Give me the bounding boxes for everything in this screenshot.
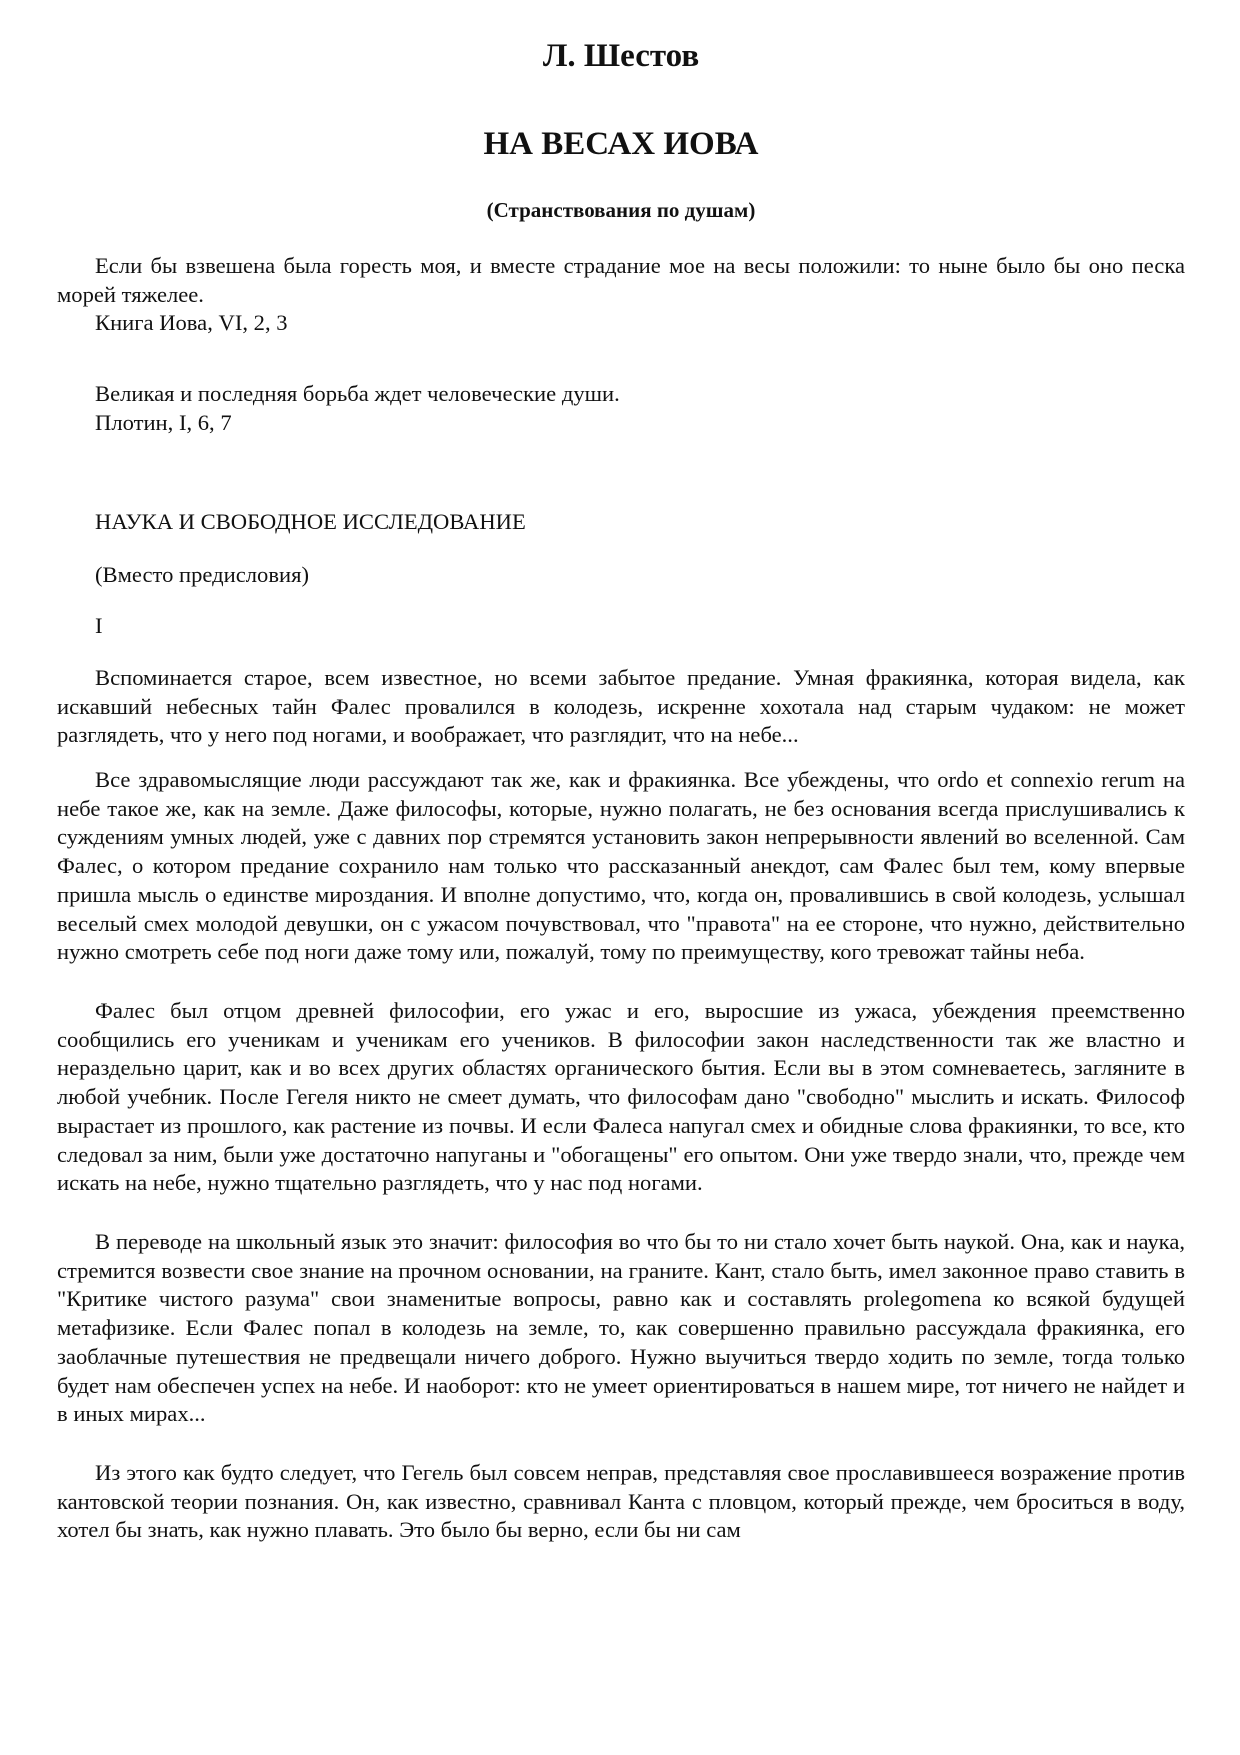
paragraph-4: В переводе на школьный язык это значит: философия во что бы то ни стало хочет быть наукой. Она, как и наука, стремится возвести свое знание на прочном основании, на граните. Кант, стало быть, имел законное право ставить в "Критике чистого разума" свои знаменитые вопросы, равно как и составлять prolegomena ко всякой будущей метафизике. Если Фалес попал в колодезь на земле, то, как совершенно правильно рассуждала фракиянка, его заоблачные путешествия не предвещали ничего доброго. Нужно выучиться твердо ходить по земле, тогда только будет нам обеспечен успех на небе. И наоборот: кто не умеет ориентироваться в нашем мире, тот ничего не найдет и в иных мирах...: [57, 1229, 1185, 1427]
paragraph-5: Из этого как будто следует, что Гегель был совсем неправ, представляя свое прославившееся возражение против кантовской теории познания. Он, как известно, сравнивал Канта с пловцом, который прежде, чем броситься в воду, хотел бы знать, как нужно плавать. Это было бы верно, если бы ни сам: [57, 1460, 1185, 1543]
book-title: НА ВЕСАХ ИОВА: [483, 126, 759, 162]
paragraph-2: Все здравомыслящие люди рассуждают так же, как и фракиянка. Все убеждены, что ordo et connexio rerum на небе такое же, как на земле. Даже философы, которые, нужно полагать, не без основания всегда прислушивались к суждениям умных людей, уже с давних пор стремятся установить закон непрерывности явлений во вселенной. Сам Фалес, о котором предание сохранило нам только что рассказанный анекдот, сам Фалес был тем, кому впервые пришла мысль о единстве мироздания. И вполне допустимо, что, когда он, провалившись в свой колодезь, услышал веселый смех молодой девушки, он с ужасом почувствовал, что "правота" на ее стороне, что нужно, действительно нужно смотреть себе под ноги даже тому или, пожалуй, тому по преимуществу, кого тревожат тайны неба.: [57, 767, 1185, 965]
author-name: Л. Шестов: [542, 38, 700, 74]
epigraph-1-source-text: Книга Иова, VI, 2, 3: [95, 310, 288, 335]
section-subheading-text: (Вместо предисловия): [95, 562, 310, 587]
paragraph-1: Вспоминается старое, всем известное, но всеми забытое предание. Умная фракиянка, которая видела, как искавший небесных тайн Фалес провалился в колодезь, искренне хохотала над старым чудаком: не может разглядеть, что у него под ногами, и воображает, что разглядит, что на небе...: [57, 665, 1185, 748]
paragraph-3: Фалес был отцом древней философии, его ужас и его, выросшие из ужаса, убеждения преемственно сообщились его ученикам и ученикам его учеников. В философии закон наследственности так же властно и нераздельно царит, как и во всех других областях органического бытия. Если вы в этом сомневаетесь, загляните в любой учебник. После Гегеля никто не смеет думать, что философам дано "свободно" мыслить и искать. Философ вырастает из прошлого, как растение из почвы. И если Фалеса напугал смех и обидные слова фракиянки, то все, кто следовал за ним, были уже достаточно напуганы и "обогащены" его опытом. Они уже твердо знали, что, прежде чем искать на небе, нужно тщательно разглядеть, что у нас под ногами.: [57, 998, 1185, 1196]
book-subtitle: (Странствования по душам): [486, 198, 756, 222]
section-heading-text: НАУКА И СВОБОДНОЕ ИССЛЕДОВАНИЕ: [95, 509, 526, 534]
epigraph-1-source: [57, 309, 1185, 338]
epigraph-2: [57, 380, 1185, 437]
section-subheading: [57, 561, 1185, 590]
epigraph-2-text: Великая и последняя борьба ждет человеческие души.: [95, 381, 620, 406]
epigraph-2-source: Плотин, I, 6, 7: [95, 409, 232, 435]
epigraph-1-text: Если бы взвешена была горесть моя, и вместе страдание мое на весы положили: то ныне было бы оно песка морей тяжелее.: [57, 253, 1185, 307]
chapter-number: [57, 612, 1185, 641]
section-heading: [57, 508, 1185, 537]
chapter-number-text: I: [95, 613, 103, 638]
